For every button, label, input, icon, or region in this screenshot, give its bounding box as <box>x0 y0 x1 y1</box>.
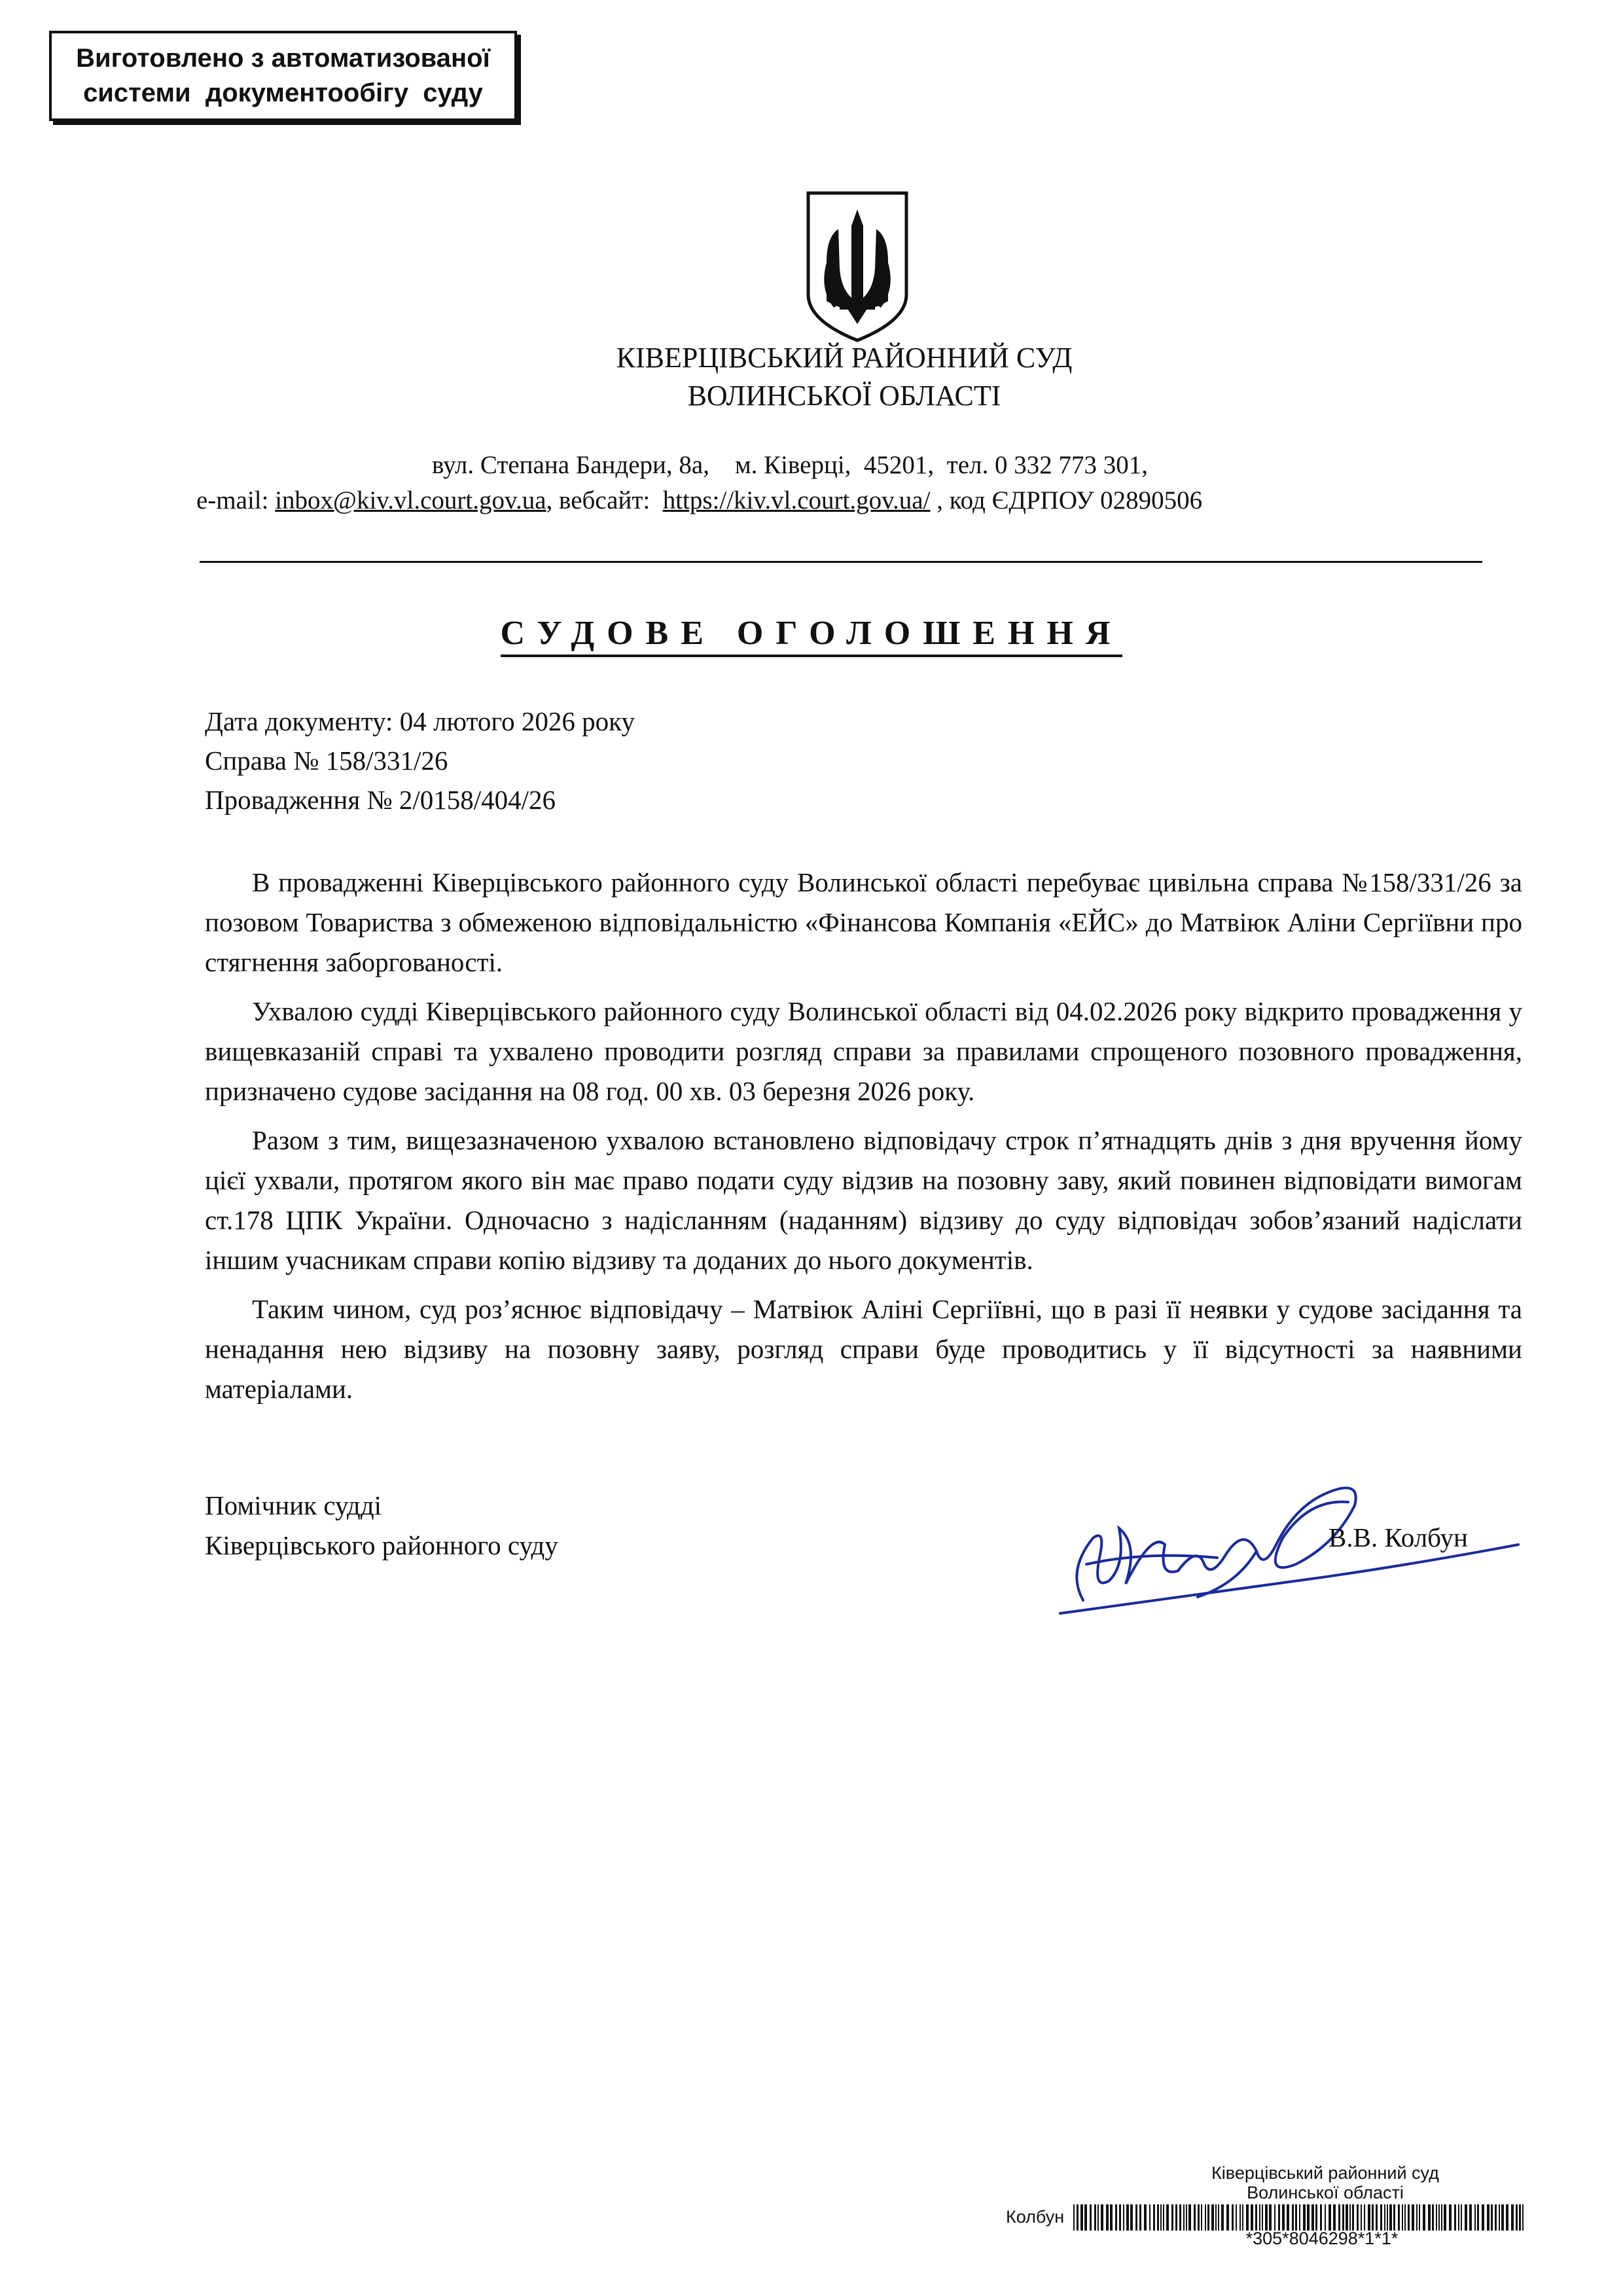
barcode-bar <box>1274 2204 1275 2231</box>
case-number: Справа № 158/331/26 <box>205 745 448 776</box>
barcode-bar <box>1149 2204 1150 2231</box>
barcode-bar <box>1186 2204 1187 2231</box>
barcode-bar <box>1242 2204 1243 2231</box>
barcode-bar <box>1077 2204 1079 2231</box>
footer-court-line-1: Ківерцівський районний суд <box>1211 2163 1439 2183</box>
barcode-bar <box>1153 2204 1155 2231</box>
court-address: вул. Степана Бандери, 8а, м. Ківерці, 45201, тел. 0 332 773 301, <box>432 451 1148 479</box>
barcode-bar <box>1198 2204 1200 2231</box>
barcode-bar <box>1207 2204 1209 2231</box>
document-title <box>0 614 1623 653</box>
barcode-bar <box>1188 2204 1191 2231</box>
barcode-bar <box>1469 2204 1472 2231</box>
barcode-bar <box>1262 2204 1263 2231</box>
barcode-bar <box>1139 2204 1141 2231</box>
barcode-bar <box>1101 2204 1103 2231</box>
barcode-bar <box>1522 2204 1524 2231</box>
barcode-bar <box>1126 2204 1129 2231</box>
barcode-bar <box>1259 2204 1260 2231</box>
barcode-bar <box>1398 2204 1400 2231</box>
proceeding-number: Провадження № 2/0158/404/26 <box>205 785 556 815</box>
barcode-bar <box>1251 2204 1253 2231</box>
stamp-line-1: Виготовлено з автоматизованої <box>76 44 490 73</box>
email-label: e-mail: <box>196 486 276 514</box>
barcode-bar <box>1292 2204 1294 2231</box>
barcode-bar <box>1454 2204 1456 2231</box>
barcode-bar <box>1438 2204 1440 2231</box>
barcode-bar <box>1436 2204 1437 2231</box>
barcode-bar <box>1491 2204 1493 2231</box>
barcode-bar <box>1265 2204 1268 2231</box>
barcode-bar <box>1441 2204 1442 2231</box>
header-divider <box>200 561 1482 563</box>
barcode-bar <box>1376 2204 1378 2231</box>
barcode-bar <box>1179 2204 1181 2231</box>
barcode-bar <box>1183 2204 1185 2231</box>
barcode-bar <box>1106 2204 1109 2231</box>
website-label: , вебсайт: <box>546 486 663 514</box>
barcode-bar <box>1387 2204 1388 2231</box>
barcode-bar <box>1516 2204 1518 2231</box>
barcode-bar <box>1506 2204 1508 2231</box>
barcode-bar <box>1094 2204 1096 2231</box>
barcode-bar <box>1097 2204 1099 2231</box>
barcode-bar <box>1408 2204 1410 2231</box>
barcode-bar <box>1428 2204 1431 2231</box>
email-link[interactable]: inbox@kiv.vl.court.gov.ua <box>275 486 546 514</box>
barcode-bar <box>1461 2204 1462 2231</box>
barcode-bar <box>1299 2204 1300 2231</box>
footer-court-line-2: Волинської області <box>1247 2183 1404 2202</box>
barcode-bar <box>1123 2204 1124 2231</box>
barcode-bar <box>1315 2204 1317 2231</box>
barcode-bar <box>1157 2204 1159 2231</box>
barcode-bar <box>1487 2204 1489 2231</box>
barcode-bar <box>1338 2204 1340 2231</box>
barcode-bar <box>1333 2204 1336 2231</box>
barcode-bar <box>1295 2204 1297 2231</box>
barcode-bar <box>1474 2204 1476 2231</box>
barcode-bar <box>1090 2204 1092 2231</box>
barcode-bar <box>1080 2204 1083 2231</box>
barcode-bar <box>1221 2204 1224 2231</box>
barcode-bar <box>1349 2204 1351 2231</box>
barcode-bar <box>1404 2204 1406 2231</box>
paragraph: Таким чином, суд роз’яснює відповідачу – Матвіюк Аліні Сергіївні, що в разі її неявки у судове засідання та ненадання нею відзиву на позовну заяву, розгляд справи буде проводитись у її відсутності за наявними матеріалами. <box>205 1294 1522 1404</box>
paragraph: Ухвалою судді Ківерцівського районного суду Волинської області від 04.02.2026 року відкрито провадження у вищевказаній справі та ухвалено проводити розгляд справи за правилами спрощеного позовного провадження, призначено судове засідання на 08 год. 00 хв. 03 березня 2026 року. <box>205 996 1522 1106</box>
barcode-bar <box>1423 2204 1425 2231</box>
barcode-bar <box>1432 2204 1434 2231</box>
barcode-bar <box>1119 2204 1121 2231</box>
court-contacts <box>196 486 1486 515</box>
barcode-bar <box>1325 2204 1326 2231</box>
barcode-bar <box>1368 2204 1370 2231</box>
automated-system-stamp <box>49 31 517 121</box>
signatory-position-line-1: Помічник судді <box>205 1490 382 1520</box>
barcode-bar <box>1357 2204 1359 2231</box>
court-name-line-1: КІВЕРЦІВСЬКИЙ РАЙОННИЙ СУД <box>616 342 1073 374</box>
barcode-bar <box>1194 2204 1196 2231</box>
barcode-bar <box>1163 2204 1164 2231</box>
barcode-bar <box>1412 2204 1414 2231</box>
barcode-bar <box>1419 2204 1420 2231</box>
barcode-bar <box>1501 2204 1504 2231</box>
coat-of-arms-of-ukraine-icon <box>802 190 913 344</box>
barcode-bar <box>1073 2204 1075 2231</box>
barcode-bar <box>1205 2204 1206 2231</box>
barcode-bar <box>1329 2204 1331 2231</box>
barcode-bar <box>1320 2204 1322 2231</box>
barcode-bar <box>1393 2204 1395 2231</box>
barcode-bar <box>1346 2204 1348 2231</box>
barcode-bar <box>1240 2204 1241 2231</box>
barcode-bar <box>1384 2204 1385 2231</box>
paragraph: Разом з тим, вищезазначеною ухвалою встановлено відповідачу строк п’ятнадцять днів з дня вручення йому цієї ухвали, протягом якого він має право подати суду відзив на позовну заву, який повинен відповідати вимогам ст.178 ЦПК України. Одночасно з надісланням (наданням) відзиву до суду відповідач зобов’язаний надіслати іншим учасникам справи копію відзиву та доданих до нього документів. <box>205 1125 1522 1275</box>
barcode-bar <box>1160 2204 1162 2231</box>
signatory-name: В.В. Колбун <box>1329 1522 1468 1552</box>
barcode-bar <box>1236 2204 1237 2231</box>
barcode-bar <box>1495 2204 1497 2231</box>
barcode-bar <box>1499 2204 1500 2231</box>
barcode-bar <box>1342 2204 1344 2231</box>
barcode-bar <box>1372 2204 1374 2231</box>
barcode-bar <box>1130 2204 1133 2231</box>
signatory-position-line-2: Ківерцівського районного суду <box>205 1530 558 1560</box>
document-barcode <box>1073 2204 1531 2231</box>
barcode-bar <box>1482 2204 1484 2231</box>
footer-court <box>1155 2163 1495 2202</box>
barcode-bar <box>1171 2204 1173 2231</box>
barcode-bar <box>1364 2204 1365 2231</box>
barcode-bar <box>1380 2204 1382 2231</box>
website-link[interactable]: https://kiv.vl.court.gov.ua/ <box>662 486 931 514</box>
edrpou-code: , код ЄДРПОУ 02890506 <box>930 486 1203 514</box>
barcode-bar <box>1218 2204 1219 2231</box>
barcode-bar <box>1449 2204 1452 2231</box>
barcode-bar <box>1115 2204 1117 2231</box>
stamp-line-2: системи документообігу суду <box>83 79 483 107</box>
barcode-bar <box>1307 2204 1310 2231</box>
paragraph: В провадженні Ківерцівського районного суду Волинської області перебуває цивільна справа №158/331/26 за позовом Товариства з обмеженою відповідальністю «Фінансова Компанія «ЕЙС» до Матвіюк Аліни Сергіївни про стягнення заборгованості. <box>205 867 1522 977</box>
signatory-position <box>205 1486 558 1566</box>
barcode-bar <box>1232 2204 1234 2231</box>
barcode-bar <box>1110 2204 1113 2231</box>
barcode-bar <box>1477 2204 1479 2231</box>
barcode-bar <box>1135 2204 1137 2231</box>
barcode-bar <box>1166 2204 1169 2231</box>
barcode-bar <box>1402 2204 1403 2231</box>
barcode-bar <box>1201 2204 1202 2231</box>
barcode-bar <box>1215 2204 1217 2231</box>
barcode-bar <box>1389 2204 1392 2231</box>
barcode-bar <box>1226 2204 1229 2231</box>
barcode-bar <box>1269 2204 1272 2231</box>
barcode-bar <box>1303 2204 1306 2231</box>
barcode-bar <box>1278 2204 1280 2231</box>
barcode-bar <box>1458 2204 1459 2231</box>
barcode-bar <box>1175 2204 1177 2231</box>
barcode-bar <box>1255 2204 1257 2231</box>
barcode-bar <box>1144 2204 1147 2231</box>
announcement-body <box>205 863 1522 1418</box>
barcode-bar <box>1352 2204 1354 2231</box>
court-name <box>550 339 1139 415</box>
barcode-bar <box>1465 2204 1467 2231</box>
barcode-bar <box>1282 2204 1285 2231</box>
court-name-line-2: ВОЛИНСЬКОЇ ОБЛАСТІ <box>687 380 1001 412</box>
barcode-bar <box>1511 2204 1514 2231</box>
document-title-text: СУДОВЕ ОГОЛОШЕННЯ <box>501 615 1123 657</box>
footer-person: Колбун <box>1006 2207 1065 2227</box>
barcode-bar <box>1084 2204 1087 2231</box>
barcode-bar <box>1444 2204 1446 2231</box>
barcode-bar <box>1311 2204 1314 2231</box>
barcode-bar <box>1211 2204 1214 2231</box>
document-date: Дата документу: 04 лютого 2026 року <box>205 706 635 736</box>
document-meta <box>205 702 635 819</box>
barcode-bar <box>1287 2204 1289 2231</box>
barcode-bar <box>1246 2204 1249 2231</box>
barcode-bar <box>1361 2204 1362 2231</box>
barcode-bar <box>1416 2204 1418 2231</box>
barcode-bar <box>1519 2204 1521 2231</box>
barcode-number: *305*8046298*1*1* <box>1245 2229 1399 2248</box>
